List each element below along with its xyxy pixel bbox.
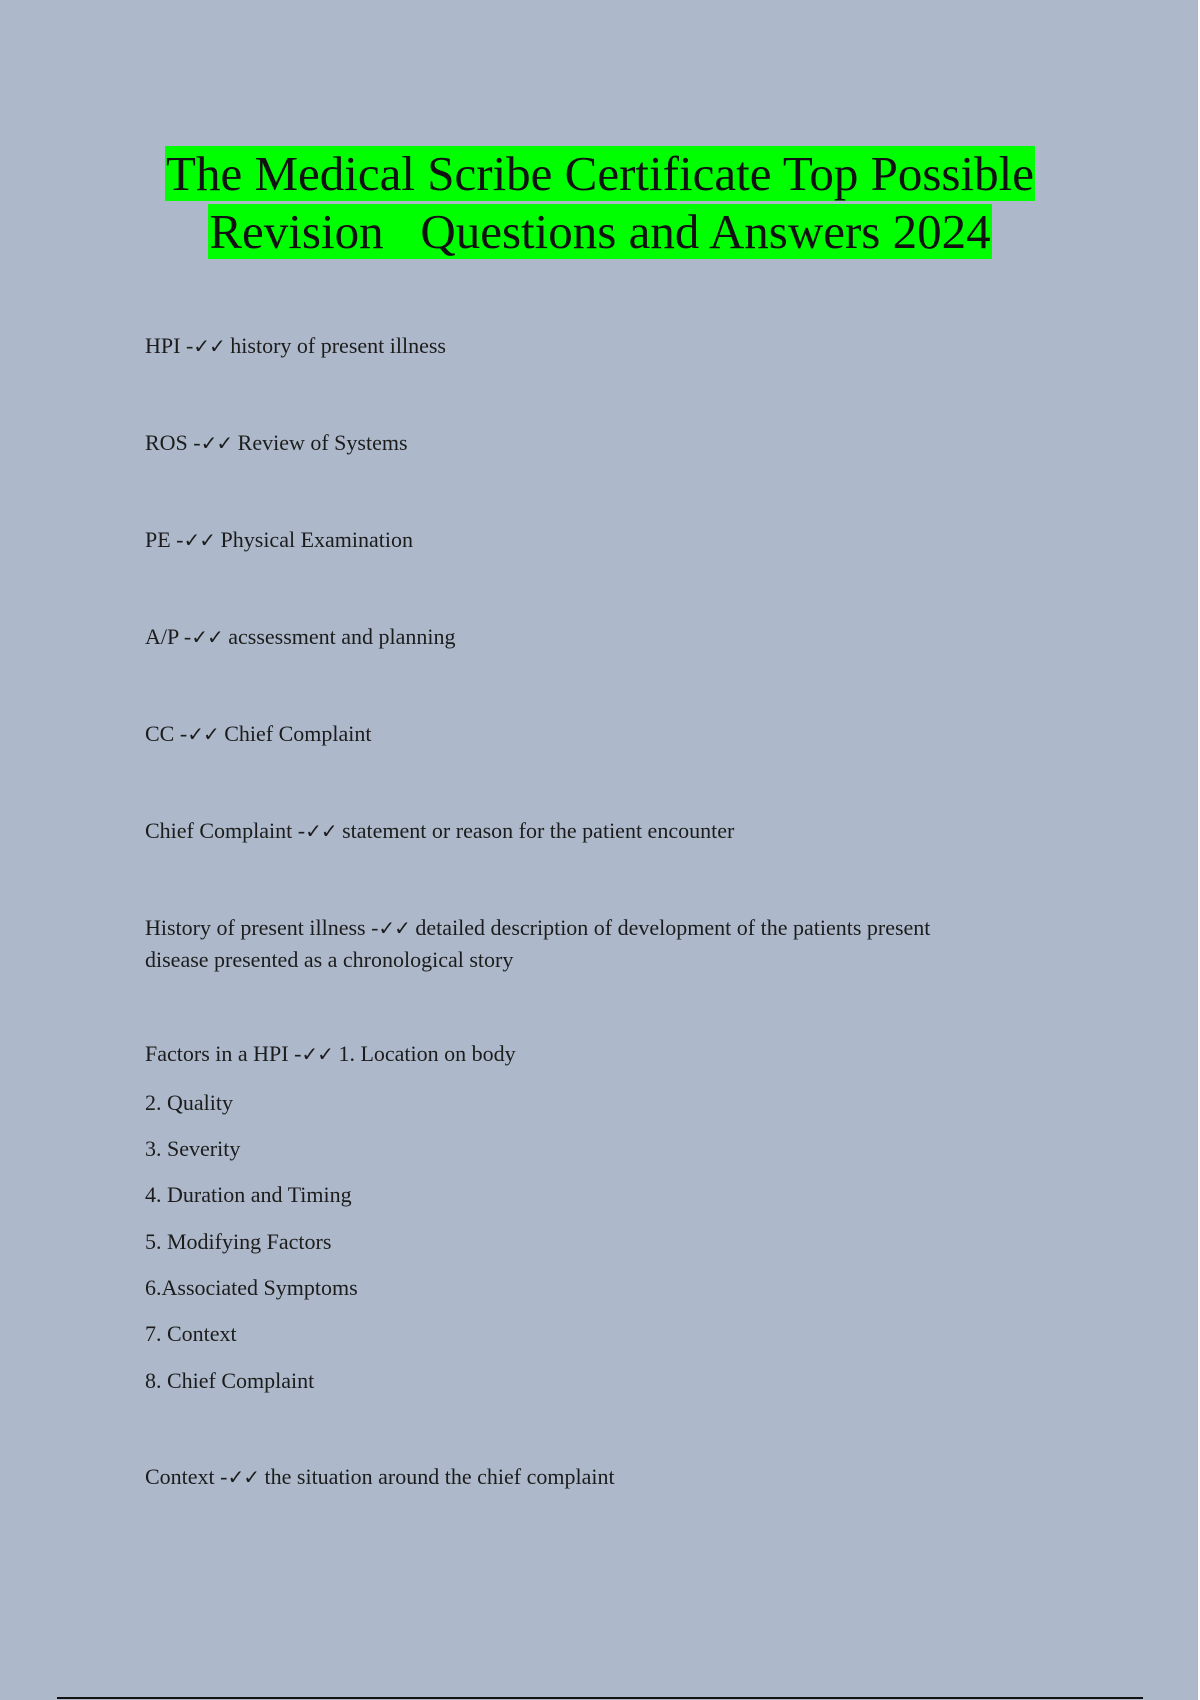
list-item: 3. Severity [145, 1136, 241, 1161]
entry-term: History of present illness - [145, 915, 379, 940]
entry-factors-in-hpi [145, 1038, 1045, 1070]
title-highlight-2: Revision Questions and Answers 2024 [209, 204, 991, 259]
list-item: 8. Chief Complaint [145, 1368, 315, 1393]
list-item: 6.Associated Symptoms [145, 1275, 358, 1300]
entry-context [145, 1461, 1045, 1493]
entry-definition: acssessment and planning [228, 624, 456, 649]
entry-term: CC - [145, 721, 188, 746]
entry-term: ROS - [145, 430, 201, 455]
entry-term: PE - [145, 527, 184, 552]
entry-term: Chief Complaint - [145, 818, 306, 843]
entry-hpi [145, 330, 1045, 362]
document-title-line-1 [100, 145, 1100, 203]
entry-term: Context - [145, 1464, 228, 1489]
entry-definition: Review of Systems [237, 430, 408, 455]
title-highlight-1: The Medical Scribe Certificate Top Possible [166, 146, 1034, 201]
entry-term: Factors in a HPI - [145, 1041, 302, 1066]
footer-divider [57, 1697, 1143, 1699]
list-item: 5. Modifying Factors [145, 1229, 332, 1254]
check-mark-icon: ✓✓ [227, 1465, 260, 1489]
entry-term: HPI - [145, 333, 194, 358]
check-mark-icon: ✓✓ [378, 916, 410, 940]
check-mark-icon: ✓✓ [301, 1042, 333, 1066]
check-mark-icon: ✓✓ [305, 819, 337, 843]
entry-pe [145, 524, 1045, 556]
list-item: 4. Duration and Timing [145, 1182, 352, 1207]
check-mark-icon: ✓✓ [191, 625, 223, 649]
entry-definition: detailed description of development of the patients present [415, 915, 931, 940]
check-mark-icon: ✓✓ [187, 722, 219, 746]
list-item: 2. Quality [145, 1090, 233, 1115]
entry-ap [145, 621, 1045, 653]
check-mark-icon: ✓✓ [193, 334, 225, 358]
check-mark-icon: ✓✓ [183, 528, 216, 552]
entry-definition: history of present illness [230, 333, 446, 358]
check-mark-icon: ✓✓ [200, 431, 233, 455]
entry-history-of-present-illness [145, 912, 1045, 944]
entry-definition: the situation around the chief complaint [264, 1464, 615, 1489]
entry-definition: statement or reason for the patient encounter [342, 818, 735, 843]
document-title-line-2 [100, 203, 1100, 261]
entry-ros [145, 427, 1045, 459]
list-item: 7. Context [145, 1321, 237, 1346]
entry-chief-complaint [145, 815, 1045, 847]
entry-cc [145, 718, 1045, 750]
entry-definition: Chief Complaint [224, 721, 372, 746]
entry-term: A/P - [145, 624, 192, 649]
entry-definition-continuation: disease presented as a chronological story [145, 947, 514, 972]
entry-definition: Physical Examination [220, 527, 413, 552]
entry-definition: 1. Location on body [338, 1041, 516, 1066]
